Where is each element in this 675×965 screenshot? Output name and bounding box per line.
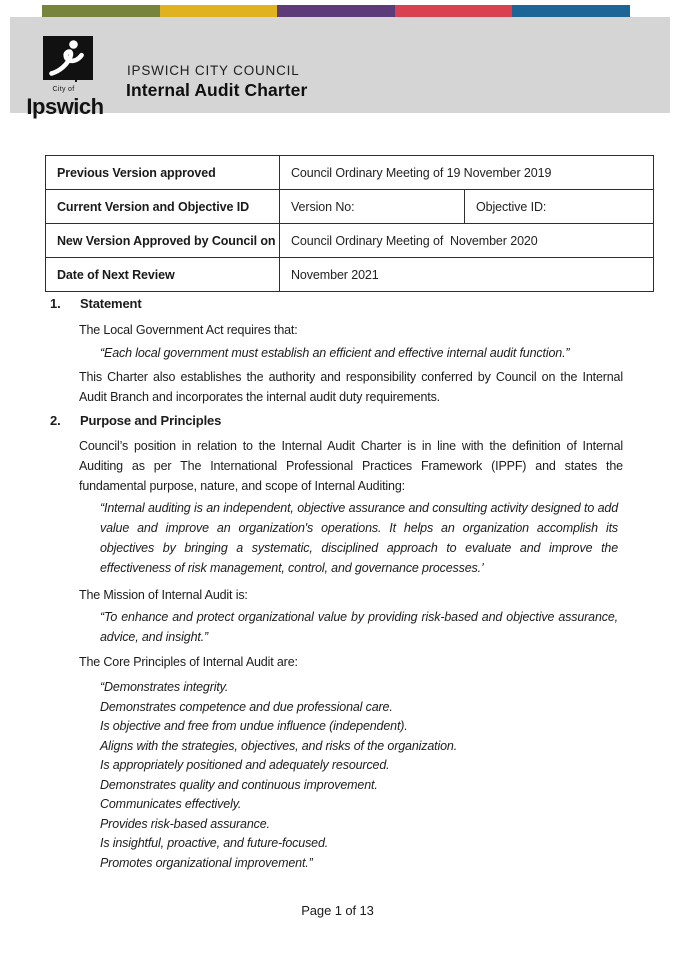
section-number: 1.	[50, 296, 61, 311]
section-1-quote: “Each local government must establish an efficient and effective internal audit function.”	[100, 346, 570, 360]
row-value-version-no: Version No:	[279, 190, 464, 223]
row-value: November 2021	[279, 258, 653, 291]
row-value-objective-id: Objective ID:	[464, 190, 653, 223]
table-row-current-version	[46, 189, 653, 223]
logo-wordmark	[22, 79, 108, 118]
section-1-heading-row	[50, 295, 623, 313]
logo-i-swoosh-icon	[43, 36, 93, 80]
principle-item: “Demonstrates integrity.	[100, 680, 229, 694]
row-label: New Version Approved by Council on	[57, 233, 276, 248]
row-value: Council Ordinary Meeting of 19 November 2019	[279, 156, 653, 189]
section-heading: Statement	[80, 296, 142, 311]
org-name: IPSWICH CITY COUNCIL	[127, 63, 300, 78]
document-title: Internal Audit Charter	[126, 80, 308, 100]
principle-item: Demonstrates quality and continuous improvement.	[100, 777, 378, 792]
section-2-paragraph: Council’s position in relation to the Internal Audit Charter is in line with the definition of Internal Auditing as per The International Professional Practices Framework (IPPF) and states the fundamental purpose, nature, and scope of Internal Auditing:	[79, 439, 623, 493]
version-table	[45, 155, 654, 292]
row-label: Date of Next Review	[57, 267, 175, 282]
header-band	[10, 17, 670, 113]
principle-item: Promotes organizational improvement.”	[100, 855, 313, 870]
principle-item: Is objective and free from undue influence (independent).	[100, 719, 408, 733]
section-1-paragraph: This Charter also establishes the authority and responsibility conferred by Council on the Internal Audit Branch and incorporates the internal audit duty requirements.	[79, 370, 623, 404]
logo-city-of: City of	[52, 86, 75, 93]
section-number: 2.	[50, 413, 61, 428]
page-footer: Page 1 of 13	[301, 903, 374, 918]
mission-quote: “To enhance and protect organizational value by providing risk-based and objective assurance, advice, and insight.”	[100, 610, 618, 644]
section-heading: Purpose and Principles	[80, 413, 222, 428]
table-row-previous-version	[46, 156, 653, 189]
core-principles-list	[100, 678, 618, 873]
principle-item: Is insightful, proactive, and future-focused.	[100, 836, 329, 850]
principle-item: Demonstrates competence and due professional care.	[100, 699, 393, 714]
table-row-next-review	[46, 257, 653, 291]
ippf-definition-quote: “Internal auditing is an independent, objective assurance and consulting activity designed to add value and improve an organization's operations. It helps an organization accomplish its objectives by bringing a systematic, disciplined approach to evaluate and improve the effectiveness of risk management, control, and governance processes.’	[100, 501, 618, 575]
section-2-heading-row	[50, 412, 623, 430]
logo-city-name: Ipswich	[26, 94, 104, 119]
principle-item: Aligns with the strategies, objectives, and risks of the organization.	[100, 738, 458, 753]
principle-item: Provides risk-based assurance.	[100, 816, 270, 831]
core-principles-intro: The Core Principles of Internal Audit are:	[79, 655, 298, 669]
section-1-paragraph: The Local Government Act requires that:	[79, 323, 298, 337]
table-row-new-version	[46, 223, 653, 257]
row-label: Current Version and Objective ID	[57, 199, 249, 214]
principle-item: Is appropriately positioned and adequately resourced.	[100, 758, 390, 772]
ipswich-logo	[43, 36, 93, 80]
logo-dot	[75, 80, 77, 82]
row-label: Previous Version approved	[57, 165, 216, 180]
row-value: Council Ordinary Meeting of November 2020	[279, 224, 653, 257]
mission-intro: The Mission of Internal Audit is:	[79, 588, 248, 602]
principle-item: Communicates effectively.	[100, 797, 242, 811]
